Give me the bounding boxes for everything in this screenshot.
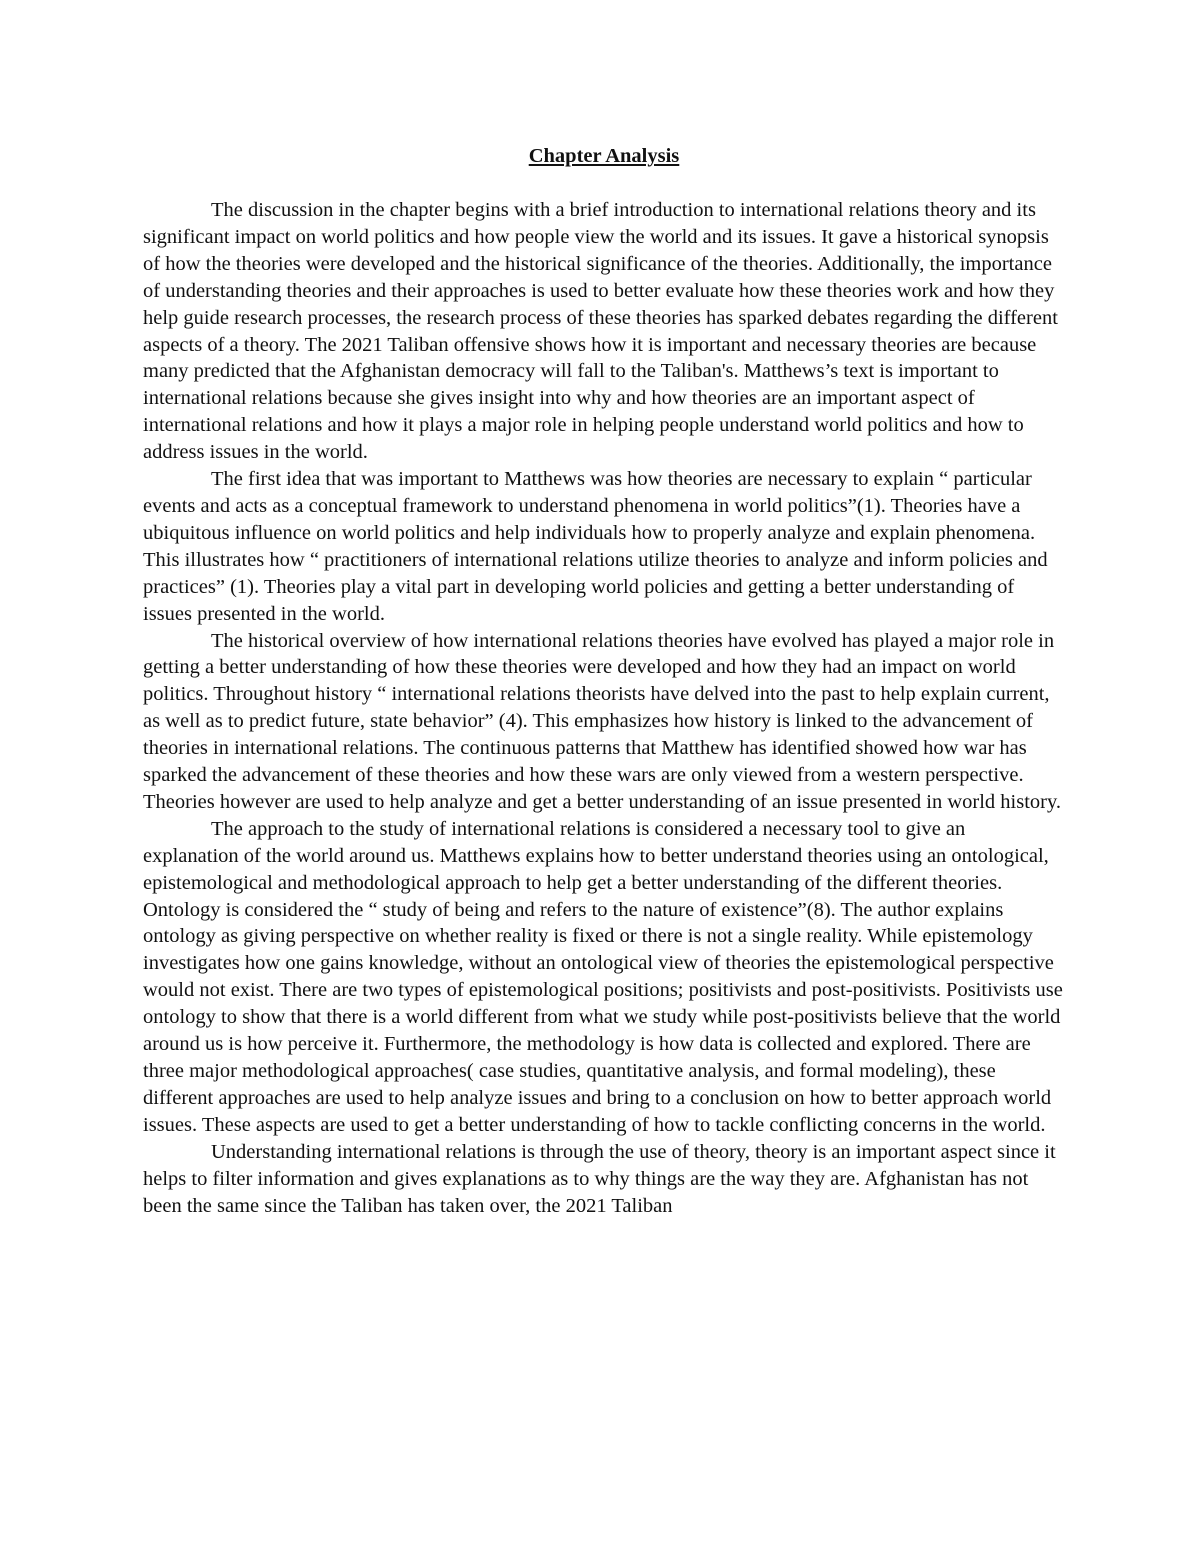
paragraph-understanding: Understanding international relations is through the use of theory, theory is an important aspect since it helps to filter information and gives explanations as to why things are the way they are. Afghanistan has not been the same since the Taliban has taken over, the 2021 Taliban: [143, 1140, 1056, 1217]
document-body: [143, 143, 1065, 1219]
paragraph-approach: The approach to the study of international relations is considered a necessary tool to give an explanation of the world around us. Matthews explains how to better understand theories using an ontological, epistemological and methodological approach to help get a better understanding of the different theories. Ontology is considered the “ study of being and refers to the nature of existence”(8). The author explains ontology as giving perspective on whether reality is fixed or there is not a single reality. While epistemology investigates how one gains knowledge, without an ontological view of theories the epistemological perspective would not exist. There are two types of epistemological positions; positivists and post-positivists. Positivists use ontology to show that there is a world different from what we study while post-positivists believe that the world around us is how perceive it. Furthermore, the methodology is how data is collected and explored. There are three major methodological approaches( case studies, quantitative analysis, and formal modeling), these different approaches are used to help analyze issues and bring to a conclusion on how to better approach world issues. These aspects are used to get a better understanding of how to tackle conflicting concerns in the world.: [143, 817, 1063, 1136]
paragraph-introduction: The discussion in the chapter begins with a brief introduction to international relations theory and its significant impact on world politics and how people view the world and its issues. It gave a historical synopsis of how the theories were developed and the historical significance of the theories. Additionally, the importance of understanding theories and their approaches is used to better evaluate how these theories work and how they help guide research processes, the research process of these theories has sparked debates regarding the different aspects of a theory. The 2021 Taliban offensive shows how it is important and necessary theories are because many predicted that the Afghanistan democracy will fall to the Taliban's. Matthews’s text is important to international relations because she gives insight into why and how theories are an important aspect of international relations and how it plays a major role in helping people understand world politics and how to address issues in the world.: [143, 199, 1058, 464]
paragraph-first-idea: The first idea that was important to Matthews was how theories are necessary to explain “ particular events and acts as a conceptual framework to understand phenomena in world politics”(1). Theories have a ubiquitous influence on world politics and help individuals how to properly analyze and explain phenomena. This illustrates how “ practitioners of international relations utilize theories to analyze and inform policies and practices” (1). Theories play a vital part in developing world policies and getting a better understanding of issues presented in the world.: [143, 468, 1048, 625]
page-title: Chapter Analysis: [528, 145, 680, 167]
paragraph-historical-overview: The historical overview of how international relations theories have evolved has played a major role in getting a better understanding of how these theories were developed and how they had an impact on world politics. Throughout history “ international relations theorists have delved into the past to help explain current, as well as to predict future, state behavior” (4). This emphasizes how history is linked to the advancement of theories in international relations. The continuous patterns that Matthew has identified showed how war has sparked the advancement of these theories and how these wars are only viewed from a western perspective. Theories however are used to help analyze and get a better understanding of an issue presented in world history.: [143, 629, 1062, 813]
